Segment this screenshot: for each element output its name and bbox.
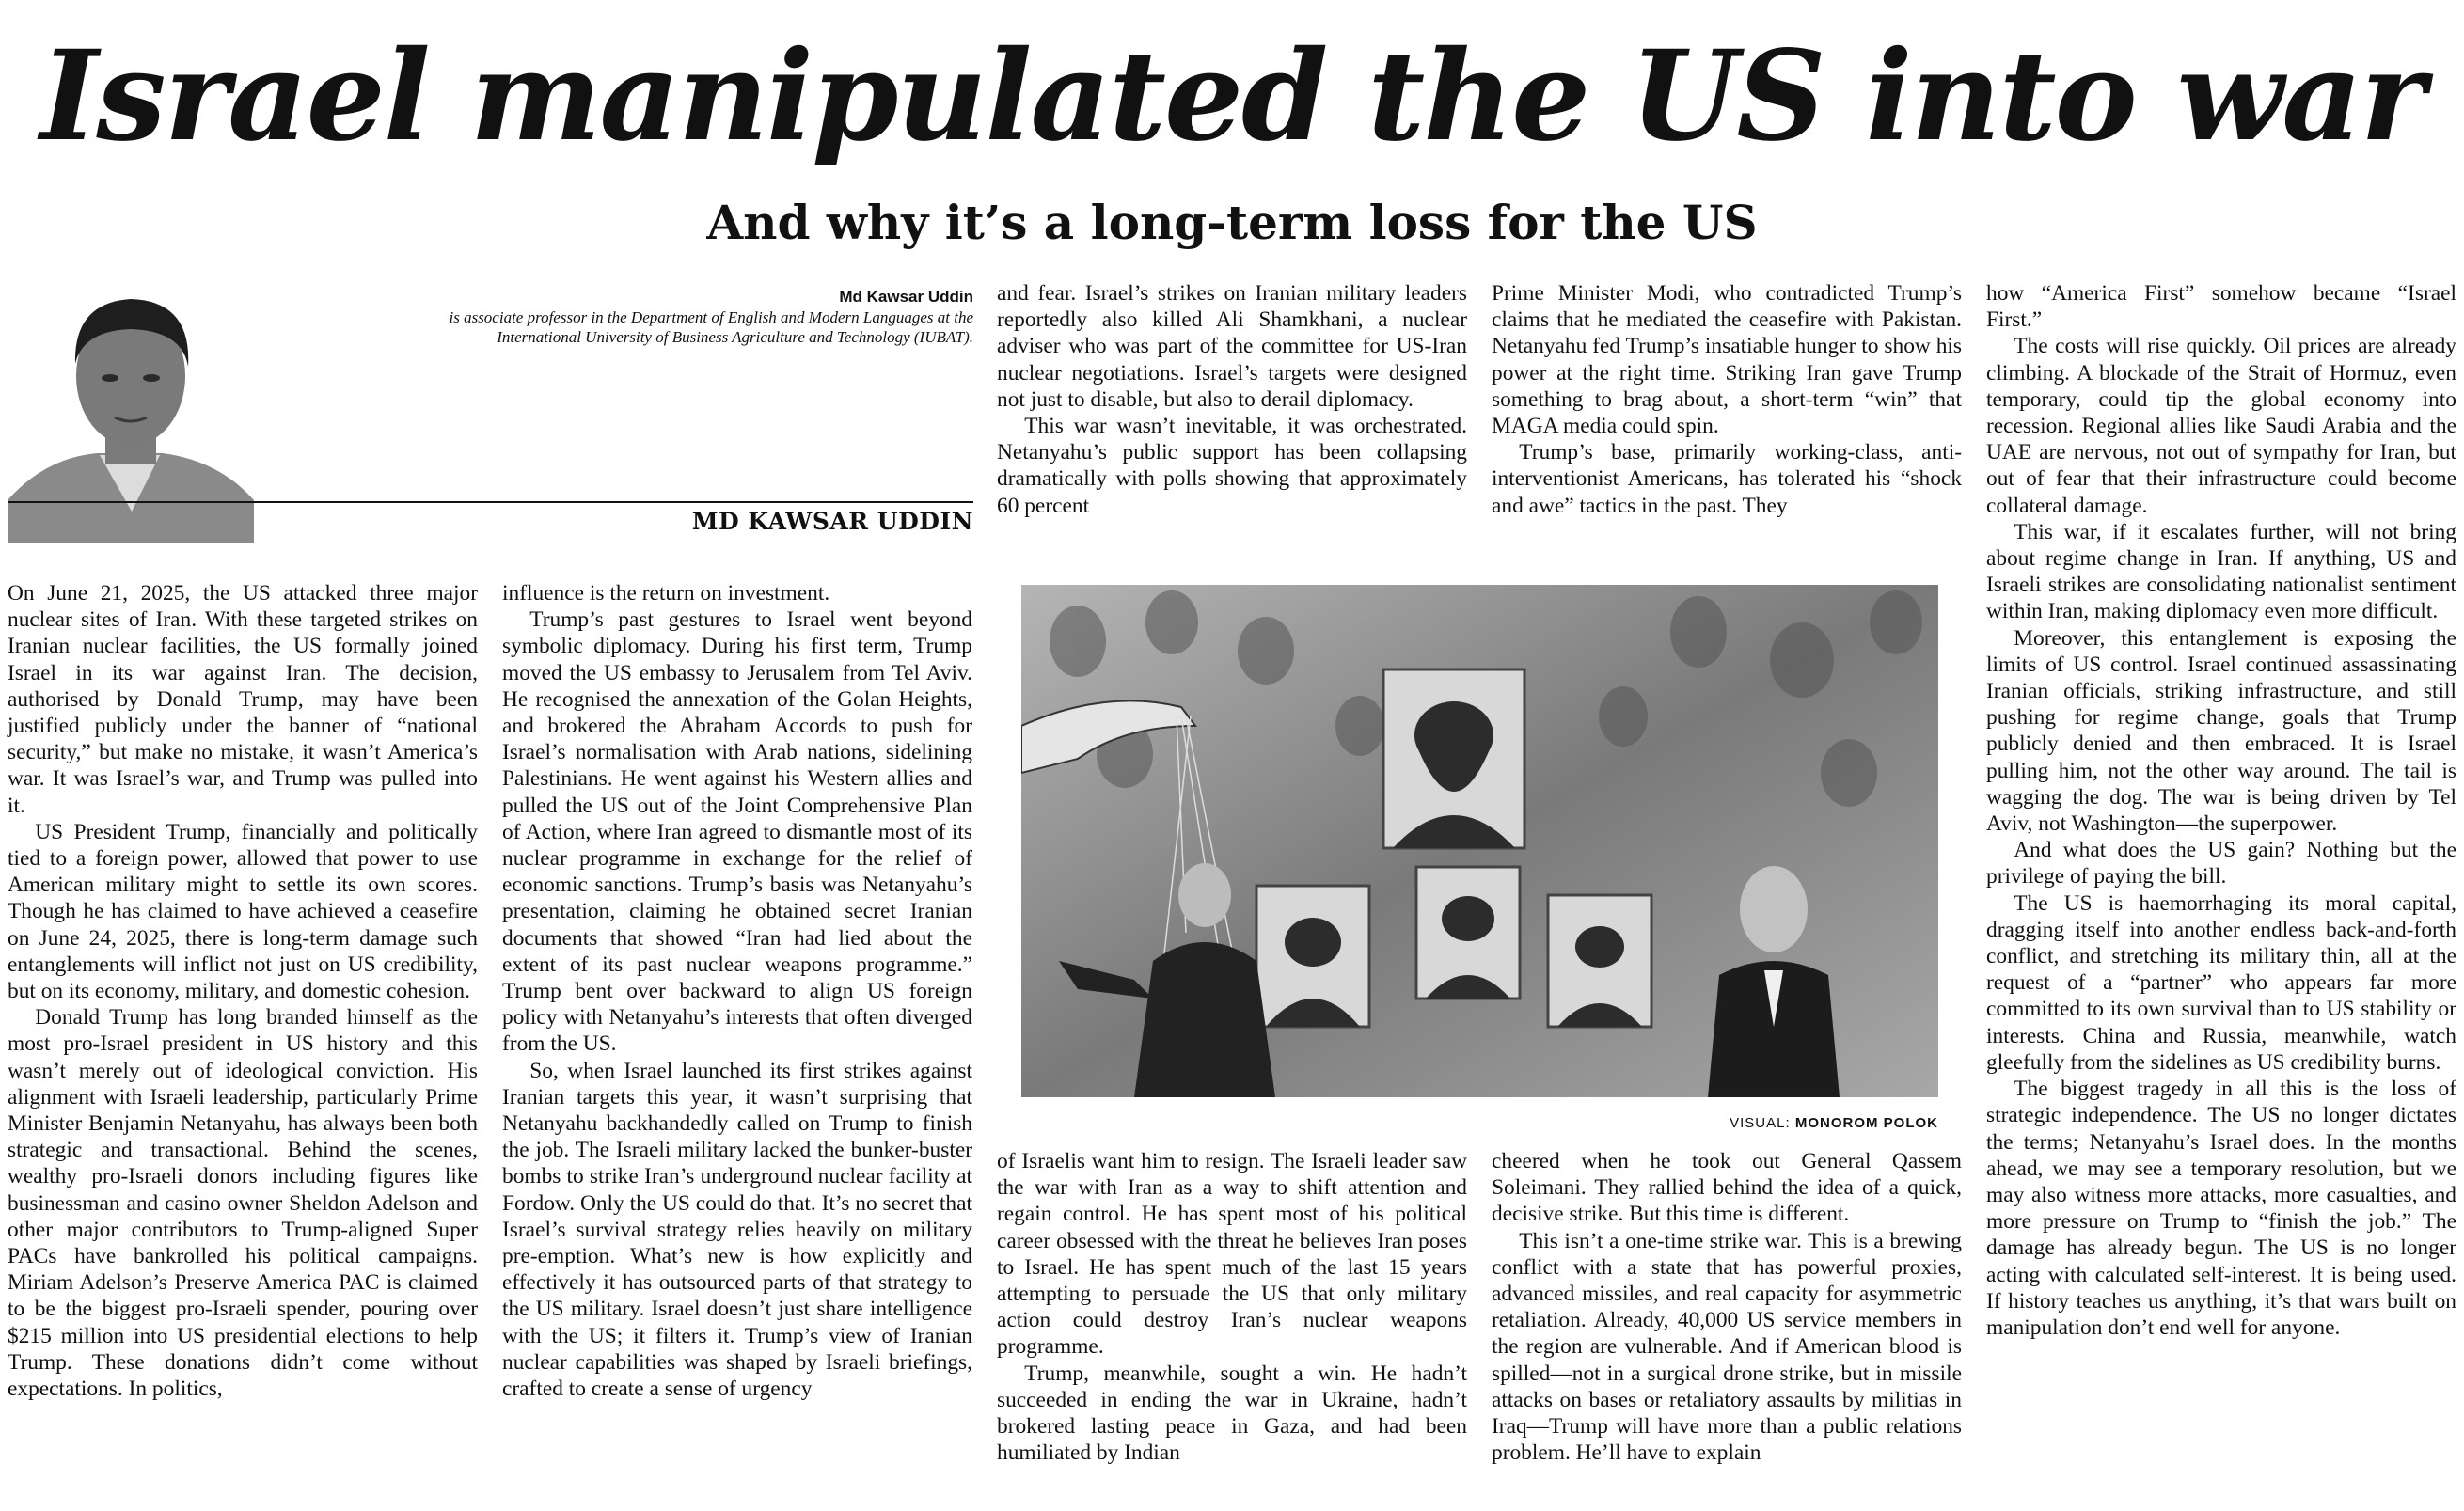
paragraph: This war wasn’t inevitable, it was orchestrated. Netanyahu’s public support has been collapsing dramatically with polls showing that approximately 60 percent: [997, 414, 1467, 518]
visual-credit-label: VISUAL:: [1730, 1115, 1791, 1131]
paragraph: and fear. Israel’s strikes on Iranian military leaders reportedly also killed Ali Shamkhani, a nuclear adviser who was part of the committee for US-Iran nuclear negotiations. Israel’s targets were designed not just to disable, but also to derail diplomacy.: [997, 281, 1467, 412]
paragraph: Donald Trump has long branded himself as the most pro-Israel president in US history and this wasn’t merely out of ideological conviction. His alignment with Israeli leadership, particularly Prime Minister Benjamin Netanyahu, has always been both strategic and transactional. Behind the scenes, wealthy pro-Israeli donors including figures like businessman and casino owner Sheldon Adelson and other major contributors to Trump-aligned Super PACs have bankrolled his political campaigns. Miriam Adelson’s Preserve America PAC is claimed to be the biggest pro-Israeli spender, pouring over $215 million into US presidential elections to help Trump. These donations didn’t come without expectations. In politics,: [8, 1005, 478, 1402]
column-4-top: [1492, 280, 1962, 519]
paragraph: Trump’s base, primarily working-class, anti-interventionist Americans, has tolerated his “shock and awe” tactics in the past. They: [1492, 440, 1962, 518]
paragraph: Prime Minister Modi, who contradicted Trump’s claims that he mediated the ceasefire with Pakistan. Netanyahu fed Trump’s insatiable hunger to show his power at the right time. Striking Iran gave Trump something to brag about, a short-term “win” that MAGA media could spin.: [1492, 281, 1962, 439]
author-name-small: Md Kawsar Uddin: [839, 288, 973, 306]
paragraph: cheered when he took out General Qassem Soleimani. They rallied behind the idea of a quick, decisive strike. But this time is different.: [1492, 1149, 1962, 1227]
paragraph: So, when Israel launched its first strikes against Iranian targets this year, it wasn’t surprising that Netanyahu backhandedly called on Trump to finish the job. The Israeli military lacked the bunker-buster bombs to strike Iran’s underground nuclear facility at Fordow. Only the US could do that. It’s no secret that Israel’s survival strategy relies heavily on military pre-emption. What’s new is how explicitly and effectively it has outsourced parts of that strategy to the US military. Israel doesn’t just share intelligence with the US; it filters it. Trump’s view of Iranian nuclear capabilities was shaped by Israeli briefings, crafted to create a sense of urgency: [502, 1058, 973, 1402]
paragraph: On June 21, 2025, the US attacked three major nuclear sites of Iran. With these targeted strikes on Iranian nuclear facilities, the US formally joined Israel in its war against Iran. The decision, authorised by Donald Trump, may have been justified publicly under the banner of “national security,” but make no mistake, it wasn’t America’s war. It was Israel’s war, and Trump was pulled into it.: [8, 581, 478, 818]
column-4-bottom: [1492, 1148, 1962, 1466]
paragraph: how “America First” somehow became “Israel First.”: [1986, 281, 2456, 333]
paragraph: This isn’t a one-time strike war. This is a brewing conflict with a state that has powerful proxies, advanced missiles, and real capacity for asymmetric retaliation. Already, 40,000 US service members in the region are vulnerable. And if American blood is spilled—not in a surgical drone strike, but in missile attacks on bases or retaliatory assaults by militias in Iraq—Trump will have more than a public relations problem. He’ll have to explain: [1492, 1228, 1962, 1466]
paragraph: The costs will rise quickly. Oil prices are already climbing. A blockade of the Strait of Hormuz, even temporary, could tip the global economy into recession. Regional allies like Saudi Arabia and the UAE are nervous, not out of sympathy for Iran, but out of fear that their infrastructure could become collateral damage.: [1986, 334, 2456, 518]
headline: Israel manipulated the US into war: [39, 24, 2425, 169]
paragraph: And what does the US gain? Nothing but the privilege of paying the bill.: [1986, 838, 2456, 889]
author-info: [395, 287, 973, 347]
column-1: [8, 580, 478, 1402]
paragraph: Moreover, this entanglement is exposing the limits of US control. Israel continued assassinating Iranian officials, striking infrastructure, and still pushing for regime change, goals that Trump publicly denied and then embraced. It is Israel pulling him, not the other way around. The tail is wagging the dog. The war is being driven by Tel Aviv, not Washington—the superpower.: [1986, 625, 2456, 837]
illustration: [1021, 585, 1938, 1097]
paragraph: US President Trump, financially and politically tied to a foreign power, allowed that power to use American military might to settle its own scores. Though he has claimed to have achieved a ceasefire on June 24, 2025, there is long-term damage such entanglements will inflict not just on US credibility, but on its economy, military, and domestic cohesion.: [8, 819, 478, 1004]
paragraph: This war, if it escalates further, will not bring about regime change in Iran. If anything, US and Israeli strikes are consolidating nationalist sentiment within Iran, making diplomacy even more difficult.: [1986, 519, 2456, 624]
column-3-top: [997, 280, 1467, 519]
column-2: [502, 580, 972, 1402]
subheadline: And why it’s a long-term loss for the US: [706, 195, 1758, 250]
paragraph: Trump, meanwhile, sought a win. He hadn’t succeeded in ending the war in Ukraine, hadn’t brokered lasting peace in Gaza, and had been humiliated by Indian: [997, 1361, 1467, 1466]
paragraph: Trump’s past gestures to Israel went beyond symbolic diplomacy. During his first term, Trump moved the US embassy to Jerusalem from Tel Aviv. He recognised the annexation of the Golan Heights, and brokered the Abraham Accords to push for Israel’s normalisation with Arab nations, sidelining Palestinians. He went against his Western allies and pulled the US out of the Joint Comprehensive Plan of Action, where Iran agreed to dismantle most of its nuclear programme in exchange for the relief of economic sanctions. Trump’s basis was Netanyahu’s presentation, claiming he obtained secret Iranian documents that showed “Iran had lied about the extent of its past nuclear weapons programme.” Trump bent over backward to align US foreign policy with Netanyahu’s interests that often diverged from the US.: [502, 607, 972, 1057]
byline-divider: [8, 501, 973, 503]
paragraph: The biggest tragedy in all this is the loss of strategic independence. The US no longer dictates the terms; Netanyahu’s Israel does. In the months ahead, we may see a temporary resolution, but we may also witness more attacks, more casualties, and more pressure on Trump to “finish the job.” The damage has already begun. The US is no longer acting with calculated self-interest. It is being used. If history teaches us anything, it’s that wars built on manipulation don’t end well for anyone.: [1986, 1077, 2456, 1340]
paragraph: of Israelis want him to resign. The Israeli leader saw the war with Iran as a way to shift attention and regain control. He has spent most of his political career obsessed with the threat he believes Iran poses to Israel. He has spent much of the last 15 years attempting to persuade the US that only military action could destroy Iran’s nuclear weapons programme.: [997, 1149, 1467, 1360]
visual-credit-name: MONOROM POLOK: [1794, 1115, 1938, 1131]
column-3-bottom: [997, 1148, 1467, 1466]
author-bio: is associate professor in the Department of English and Modern Languages at the International University of Business Agriculture and Technology (IUBAT).: [449, 308, 973, 346]
column-5: [1986, 280, 2456, 1341]
paragraph: The US is haemorrhaging its moral capital, dragging itself into another endless back-and-forth conflict, and stretching its military thin, all at the request of a “partner” who appears far more committed to its own survival than to US stability or interests. China and Russia, meanwhile, watch gleefully from the sidelines as US credibility burns.: [1986, 890, 2456, 1075]
visual-credit: [1021, 1115, 1938, 1131]
paragraph: influence is the return on investment.: [502, 581, 830, 606]
byline: MD KAWSAR UDDIN: [691, 508, 973, 535]
